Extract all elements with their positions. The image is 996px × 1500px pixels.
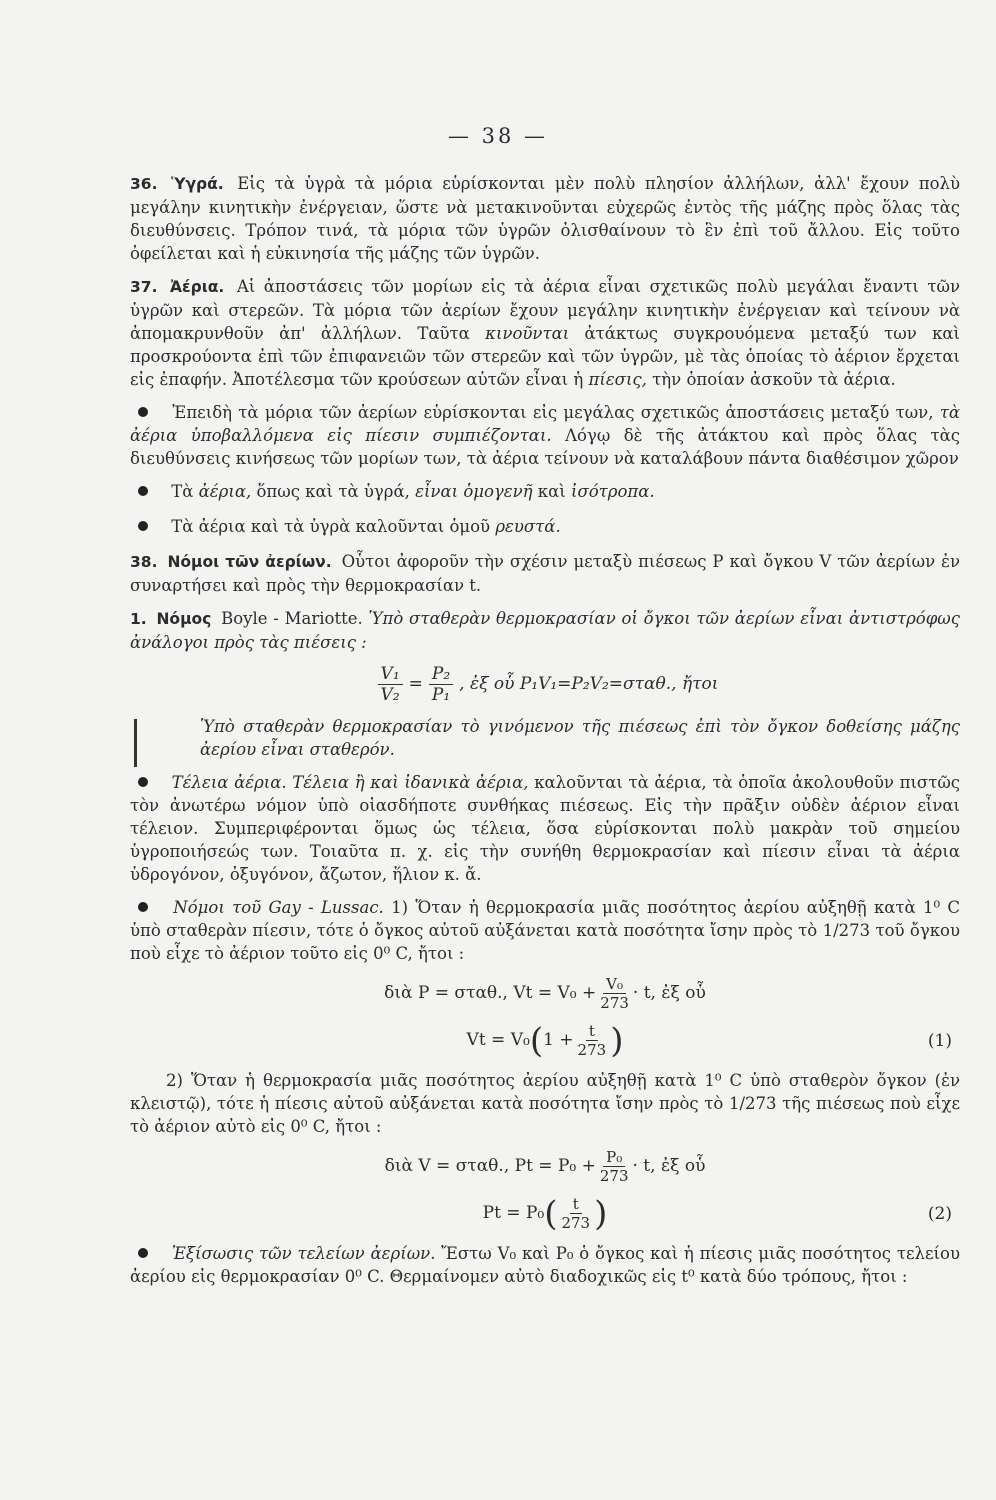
law-1-name: Boyle - Mariotte. bbox=[221, 609, 363, 628]
equals-sign: = bbox=[408, 674, 423, 694]
bullet-compressibility bbox=[130, 401, 960, 470]
fraction-p bbox=[429, 664, 453, 705]
formula-vt-b: · t, ἐξ οὗ bbox=[632, 983, 706, 1003]
law-1-statement: Ὑπὸ σταθερὰν θερμοκρασίαν οἱ ὄγκοι τῶν ἀερίων εἶναι ἀντιστρόφως ἀνάλογοι πρὸς τὰς πιέσεις : bbox=[130, 609, 960, 652]
numerator: t bbox=[586, 1022, 598, 1041]
section-37-text-a: Αἱ ἀποστάσεις τῶν μορίων εἰς τὰ ἀέρια εἶναι σχετικῶς πολὺ μεγάλαι ἔναντι τῶν ὑγρῶν καὶ στερεῶν. Τὰ μόρια τῶν ἀερίων ἔχουν μεγάλην κινητικὴν ἐνέργειαν καὶ τείνουν νὰ ἀπομακρυνθοῦν ἀπ' ἀλλήλων. Ταῦτα bbox=[130, 277, 961, 343]
numerator: P₀ bbox=[603, 1148, 625, 1167]
bullet-2-it1: ἀέρια, bbox=[198, 482, 252, 501]
law-1-title: Νόμος bbox=[156, 610, 212, 628]
ideal-eq-text: Ἔστω V₀ καὶ P₀ ὁ ὄγκος καὶ ἡ πίεσις μιᾶς ποσότητος τελείου ἀερίου εἰς θερμοκρασίαν 0⁰ C. Θερμαίνομεν αὐτὸ διαδοχικῶς εἰς t⁰ κατὰ δύο τρόπους, ἤτοι : bbox=[130, 1244, 960, 1286]
bullet-1-a: Ἐπειδὴ τὰ μόρια τῶν ἀερίων εὑρίσκονται εἰς μεγάλας σχετικῶς ἀποστάσεις μεταξύ των, bbox=[172, 403, 934, 422]
section-37-title: Ἀέρια. bbox=[170, 278, 225, 296]
formula-vt bbox=[130, 975, 960, 1012]
section-37-text-c: ἀτάκτως συγκρουόμενα μεταξύ των καὶ προσκρούοντα ἐπὶ τῶν ἐπιφανειῶν τῶν στερεῶν καὶ τῶν ὑγρῶν, μὲ τὰς ὁποίας τὸ ἀέριον ἔρχεται εἰς ἐπαφήν. Ἀποτέλεσμα τῶν κρούσεων αὐτῶν εἶναι ἡ bbox=[130, 324, 960, 389]
bullet-icon bbox=[138, 777, 148, 787]
gay-lussac-2 bbox=[130, 1069, 960, 1138]
section-37-text-b: κινοῦνται bbox=[485, 324, 570, 343]
bullet-2-b: ὅπως καὶ τὰ ὑγρά, bbox=[256, 482, 410, 501]
section-38-text: Οὗτοι ἀφοροῦν τὴν σχέσιν μεταξὺ πιέσεως P καὶ ὄγκου V τῶν ἀερίων ἐν συναρτήσει καὶ πρὸς τὴν θερμοκρασίαν t. bbox=[130, 552, 961, 595]
bullet-fluids bbox=[130, 515, 960, 538]
bullet-icon bbox=[138, 1248, 148, 1258]
boyle-quote bbox=[130, 715, 960, 761]
paren-open: ( bbox=[529, 1020, 544, 1061]
numerator: t bbox=[570, 1195, 582, 1214]
section-37-text-e: τὴν ὁποίαν ἀσκοῦν τὰ ἀέρια. bbox=[652, 370, 896, 389]
section-36-text: Εἰς τὰ ὑγρὰ τὰ μόρια εὑρίσκονται μὲν πολὺ πλησίον ἀλλήλων, ἀλλ' ἔχουν πολὺ μεγάλην κινητικὴν ἐνέργειαν, ὥστε νὰ μετακινοῦνται εὐχερῶς ἐντὸς τῆς μάζης πρὸς ὅλας τὰς διευθύνσεις. Τρόπον τινά, τὰ μόρια τῶν ὑγρῶν ὀλισθαίνουν τὸ ἓν ἐπὶ τοῦ ἄλλου. Εἰς τοῦτο ὀφείλεται καὶ ἡ εὐκινησία τῆς μάζης τῶν ὑγρῶν. bbox=[130, 174, 960, 263]
denominator: V₂ bbox=[380, 685, 400, 705]
formula-pt bbox=[130, 1148, 960, 1185]
bullet-2-it3: ἰσότροπα. bbox=[570, 482, 655, 501]
ideal-gases bbox=[130, 771, 960, 886]
denominator: P₁ bbox=[431, 685, 451, 705]
margin-bar bbox=[134, 719, 137, 767]
eq1-lhs: Vt = V₀ bbox=[466, 1030, 530, 1050]
bullet-icon bbox=[138, 902, 148, 912]
equation-2 bbox=[130, 1195, 960, 1232]
law-boyle-mariotte bbox=[130, 607, 960, 654]
gay-lussac-1 bbox=[130, 896, 960, 965]
formula-pt-b: · t, ἐξ οὗ bbox=[632, 1156, 706, 1176]
page-number: — 38 — bbox=[447, 124, 549, 148]
fraction-t bbox=[561, 1195, 590, 1232]
bullet-2-a: Τὰ bbox=[171, 482, 194, 501]
fraction-v0 bbox=[600, 975, 629, 1012]
denominator: 273 bbox=[600, 994, 629, 1012]
bullet-icon bbox=[138, 521, 148, 531]
fraction-v bbox=[378, 664, 403, 705]
ideal-eq-title: Ἐξίσωσις τῶν τελείων ἀερίων. bbox=[171, 1244, 436, 1263]
ideal-title: Τέλεια ἀέρια. Τέλεια ἢ καὶ ἰδανικὰ ἀέρια, bbox=[171, 773, 529, 792]
ideal-text: καλοῦνται τὰ ἀέρια, τὰ ὁποῖα ἀκολουθοῦν πιστῶς τὸν ἀνωτέρω νόμον ὑπὸ οἱασδήποτε συνθήκας πιέσεως. Εἰς τὴν πρᾶξιν οὐδὲν ἀέριον εἶναι τέλειον. Συμπεριφέρονται ὅμως ὡς τέλεια, ὅσα εὑρίσκονται πολὺ μακρὰν τοῦ σημείου ὑγροποιήσεώς των. Τοιαῦτα π. χ. εἰς τὴν συνήθη θερμοκρασίαν καὶ πίεσιν εἶναι τὰ ἀέρια ὑδρογόνον, ὀξυγόνον, ἄζωτον, ἥλιον κ. ἄ. bbox=[130, 773, 961, 884]
bullet-1-italic: τὰ ἀέρια ὑποβαλλόμενα εἰς πίεσιν συμπιέζονται. bbox=[130, 403, 960, 445]
formula-tail: , ἐξ οὗ P₁V₁=P₂V₂=σταθ., ἤτοι bbox=[459, 674, 719, 694]
section-36 bbox=[130, 172, 960, 265]
paren-close: ) bbox=[594, 1193, 608, 1234]
denominator: 273 bbox=[577, 1041, 607, 1059]
ideal-gas-equation bbox=[130, 1242, 960, 1288]
formula-vt-a: διὰ P = σταθ., Vt = V₀ + bbox=[384, 983, 597, 1003]
bullet-1-b: Λόγῳ δὲ τῆς ἀτάκτου καὶ πρὸς ὅλας τὰς διευθύνσεις κινήσεως τῶν μορίων των, τὰ ἀέρια τείνουν νὰ καταλάβουν πάντα διαθέσιμον χῶρον bbox=[130, 426, 961, 468]
bullet-2-c: καὶ bbox=[537, 482, 566, 501]
bullet-3-a: Τὰ ἀέρια καὶ τὰ ὑγρὰ καλοῦνται ὁμοῦ bbox=[171, 517, 491, 536]
formula-pt-a: διὰ V = σταθ., Pt = P₀ + bbox=[384, 1156, 596, 1176]
section-38-number: 38. bbox=[130, 553, 158, 571]
formula-boyle bbox=[130, 664, 960, 705]
gay-lussac-2-text: 2) Ὅταν ἡ θερμοκρασία μιᾶς ποσότητος ἀερίου αὐξηθῇ κατὰ 1⁰ C ὑπὸ σταθερὸν ὄγκον (ἐν κλειστῷ), τότε ἡ πίεσις αὐτοῦ αὐξάνεται κατὰ ποσότητα ἴσην πρὸς τὸ 1/273 τῆς πιέσεως ποὺ εἶχε τὸ ἀέριον αὐτὸ εἰς 0⁰ C, ἤτοι : bbox=[130, 1071, 960, 1136]
section-37 bbox=[130, 275, 960, 391]
bullet-icon bbox=[138, 407, 148, 417]
gay-lussac-title: Νόμοι τοῦ Gay - Lussac. bbox=[173, 898, 384, 917]
section-36-title: Ὑγρά. bbox=[171, 175, 224, 193]
bullet-homogeneous bbox=[130, 480, 960, 503]
quote-text: Ὑπὸ σταθερὰν θερμοκρασίαν τὸ γινόμενον τῆς πιέσεως ἐπὶ τὸν ὄγκον δοθείσης μάζης ἀερίου εἶναι σταθερόν. bbox=[200, 717, 960, 759]
paren-open: ( bbox=[544, 1193, 558, 1234]
section-36-number: 36. bbox=[130, 175, 158, 193]
section-38-title: Νόμοι τῶν ἀερίων. bbox=[167, 553, 332, 571]
eq1-inner: 1 + bbox=[543, 1030, 574, 1050]
fraction-t bbox=[578, 1022, 607, 1059]
section-37-text-d: πίεσις, bbox=[588, 370, 647, 389]
bullet-3-italic: ρευστά. bbox=[495, 517, 561, 536]
bullet-icon bbox=[138, 486, 148, 496]
gay-lussac-1-text: 1) Ὅταν ἡ θερμοκρασία μιᾶς ποσότητος ἀερίου αὐξηθῇ κατὰ 1⁰ C ὑπὸ σταθερὰν πίεσιν, τότε ὁ ὄγκος αὐτοῦ αὐξάνεται κατὰ ποσότητα ἴσην πρὸς τὸ 1/273 τοῦ ὄγκου ποὺ εἶχε τὸ ἀέριον τοῦτο εἰς 0⁰ C, ἤτοι : bbox=[130, 898, 961, 963]
law-1-number: 1. bbox=[130, 610, 147, 628]
fraction-p0 bbox=[600, 1148, 629, 1185]
equation-1 bbox=[130, 1022, 960, 1059]
section-38 bbox=[130, 550, 960, 597]
numerator: V₀ bbox=[603, 975, 626, 994]
section-37-number: 37. bbox=[130, 278, 158, 296]
eq2-lhs: Pt = P₀ bbox=[482, 1203, 545, 1223]
numerator: P₂ bbox=[429, 664, 453, 685]
equation-number-1: (1) bbox=[927, 1031, 952, 1051]
paren-close: ) bbox=[610, 1020, 624, 1061]
page-body bbox=[130, 172, 960, 1298]
denominator: 273 bbox=[561, 1214, 591, 1232]
bullet-2-it2: εἶναι ὁμογενῆ bbox=[415, 482, 533, 501]
numerator: V₁ bbox=[378, 664, 403, 685]
denominator: 273 bbox=[599, 1167, 629, 1185]
equation-number-2: (2) bbox=[927, 1204, 952, 1224]
